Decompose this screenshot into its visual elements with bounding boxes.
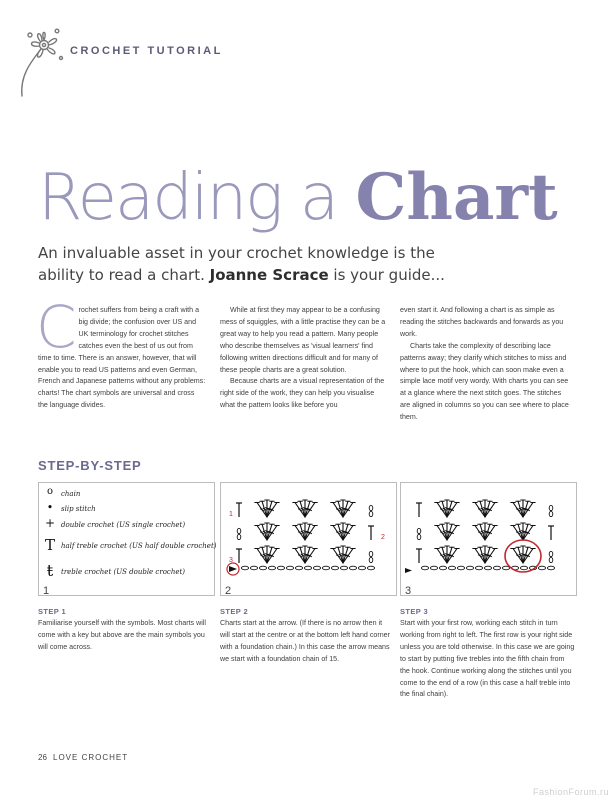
step-1-label: STEP 1 bbox=[38, 607, 67, 616]
chain-mark bbox=[237, 528, 241, 539]
key-label-treble: treble crochet (US double crochet) bbox=[61, 568, 186, 576]
title-light: Reading a bbox=[38, 161, 356, 235]
body-column-3 bbox=[400, 305, 572, 424]
chart-panel-arrow bbox=[220, 482, 397, 596]
treble-fan bbox=[255, 546, 279, 563]
standfirst bbox=[38, 242, 598, 286]
treble-fan bbox=[511, 546, 535, 563]
paragraph: rochet suffers from being a craft with a big divide; the confusion over US and UK terminology for crochet stitches catches even the best of us out from time to time. There is an answer, however, that will enable you to read US patterns and even German, French and Japanese patterns without any problems: charts! The chart symbols are universal and cross the language divides. bbox=[38, 306, 206, 410]
chain-mark bbox=[417, 528, 421, 539]
half-treble-symbol: T bbox=[44, 536, 55, 554]
treble-fan bbox=[293, 546, 317, 563]
step-2-text: Charts start at the arrow. (If there is no arrow then it will start at the centre or at the bottom left hand corner with a foundation chain.) In this case the arrow means we start with a foundation chain of 15. bbox=[220, 619, 390, 663]
treble-fan bbox=[435, 523, 459, 540]
half-treble-mark bbox=[416, 549, 422, 563]
paragraph: Charts take the complexity of describing lace patterns away; they clarify which stitches to miss and where to put the hook, which can soon make even a simple lace motif very wordy. With charts you can see at a glance where the next stitch goes. The stitches are aligned in columns so you can see where to place them. bbox=[400, 341, 569, 422]
half-treble-mark bbox=[236, 503, 242, 517]
title-bold: Chart bbox=[355, 160, 558, 235]
treble-fan bbox=[435, 546, 459, 563]
panel-number: 2 bbox=[225, 585, 232, 597]
treble-fan bbox=[331, 500, 355, 517]
treble-fan bbox=[293, 523, 317, 540]
standfirst-line-1: An invaluable asset in your crochet knowledge is the bbox=[38, 244, 435, 262]
body-column-1 bbox=[36, 293, 206, 412]
half-treble-mark bbox=[368, 526, 374, 540]
key-label-slip-stitch: slip stitch bbox=[61, 505, 96, 513]
half-treble-mark bbox=[236, 549, 242, 563]
start-arrow bbox=[229, 566, 237, 572]
slip-stitch-symbol: • bbox=[46, 501, 54, 514]
key-label-double-crochet: double crochet (US single crochet) bbox=[61, 521, 186, 529]
drop-cap: C bbox=[36, 293, 77, 361]
chain-symbol: o bbox=[46, 486, 54, 497]
treble-fan bbox=[511, 523, 535, 540]
treble-fan bbox=[511, 500, 535, 517]
key-label-half-treble: half treble crochet (US half double crochet) bbox=[61, 542, 217, 550]
treble-fan bbox=[293, 500, 317, 517]
panel-number: 1 bbox=[43, 585, 50, 597]
treble-fan bbox=[473, 500, 497, 517]
key-label-chain: chain bbox=[61, 490, 81, 498]
body-column-2 bbox=[220, 305, 386, 412]
crochet-chart bbox=[221, 483, 396, 595]
treble-fan bbox=[255, 500, 279, 517]
article-title bbox=[38, 160, 558, 235]
section-label: CROCHET TUTORIAL bbox=[70, 45, 223, 57]
step-1-text: Familiarise yourself with the symbols. Most charts will come with a key but above are the main symbols you will come across. bbox=[38, 619, 206, 651]
treble-fan bbox=[255, 523, 279, 540]
paragraph: even start it. And following a chart is as simple as reading the stitches backwards and forwards as you work. bbox=[400, 306, 564, 338]
row-number: 3 bbox=[229, 557, 233, 564]
half-treble-mark bbox=[548, 526, 554, 540]
chain-mark bbox=[549, 551, 553, 562]
magazine-name: LOVE CROCHET bbox=[53, 753, 129, 762]
half-treble-mark bbox=[416, 503, 422, 517]
double-crochet-symbol: + bbox=[44, 516, 56, 530]
row-number: 2 bbox=[381, 534, 385, 541]
treble-symbol: ŧ bbox=[46, 561, 54, 580]
treble-fan bbox=[331, 546, 355, 563]
row-number: 1 bbox=[229, 511, 233, 518]
treble-fan bbox=[435, 500, 459, 517]
standfirst-line-2: ability to read a chart. Joanne Scrace is your guide... bbox=[38, 266, 445, 284]
step-3-label: STEP 3 bbox=[400, 607, 429, 616]
step-3-text: Start with your first row, working each stitch in turn working from right to left. The first row is your right side unless you are told otherwise. In this case we are going to start by putting five trebles into the fifth chain from the hook. Continue working along the stitches until you come to the end of a row (in this case a half treble into the final chain). bbox=[400, 619, 575, 699]
start-arrow bbox=[405, 568, 412, 573]
page-number: 26 bbox=[38, 753, 47, 762]
step-2-label: STEP 2 bbox=[220, 607, 249, 616]
symbol-key-panel bbox=[38, 482, 215, 596]
treble-fan bbox=[473, 523, 497, 540]
crochet-flower-icon bbox=[10, 18, 70, 98]
treble-fan bbox=[473, 546, 497, 563]
paragraph: While at first they may appear to be a confusing mess of squiggles, with a little practise they can be a great way to help you read a pattern. Many people who describe themselves as 'visual learners' find following written directions difficult and for many of these people charts are a great solution. bbox=[220, 306, 386, 374]
foundation-chain bbox=[241, 566, 374, 570]
paragraph: Because charts are a visual representation of the right side of the work, they can help you visualise what the pattern looks like before you bbox=[220, 377, 385, 410]
chain-mark bbox=[549, 505, 553, 516]
watermark: FashionForum.ru bbox=[532, 787, 609, 797]
crochet-chart bbox=[401, 483, 576, 595]
step-by-step-heading: STEP-BY-STEP bbox=[38, 458, 142, 473]
chain-mark bbox=[369, 505, 373, 516]
author-name: Joanne Scrace bbox=[209, 266, 329, 284]
chart-panel-first-row bbox=[400, 482, 577, 596]
treble-fan bbox=[331, 523, 355, 540]
chain-mark bbox=[369, 551, 373, 562]
panel-number: 3 bbox=[405, 585, 412, 597]
